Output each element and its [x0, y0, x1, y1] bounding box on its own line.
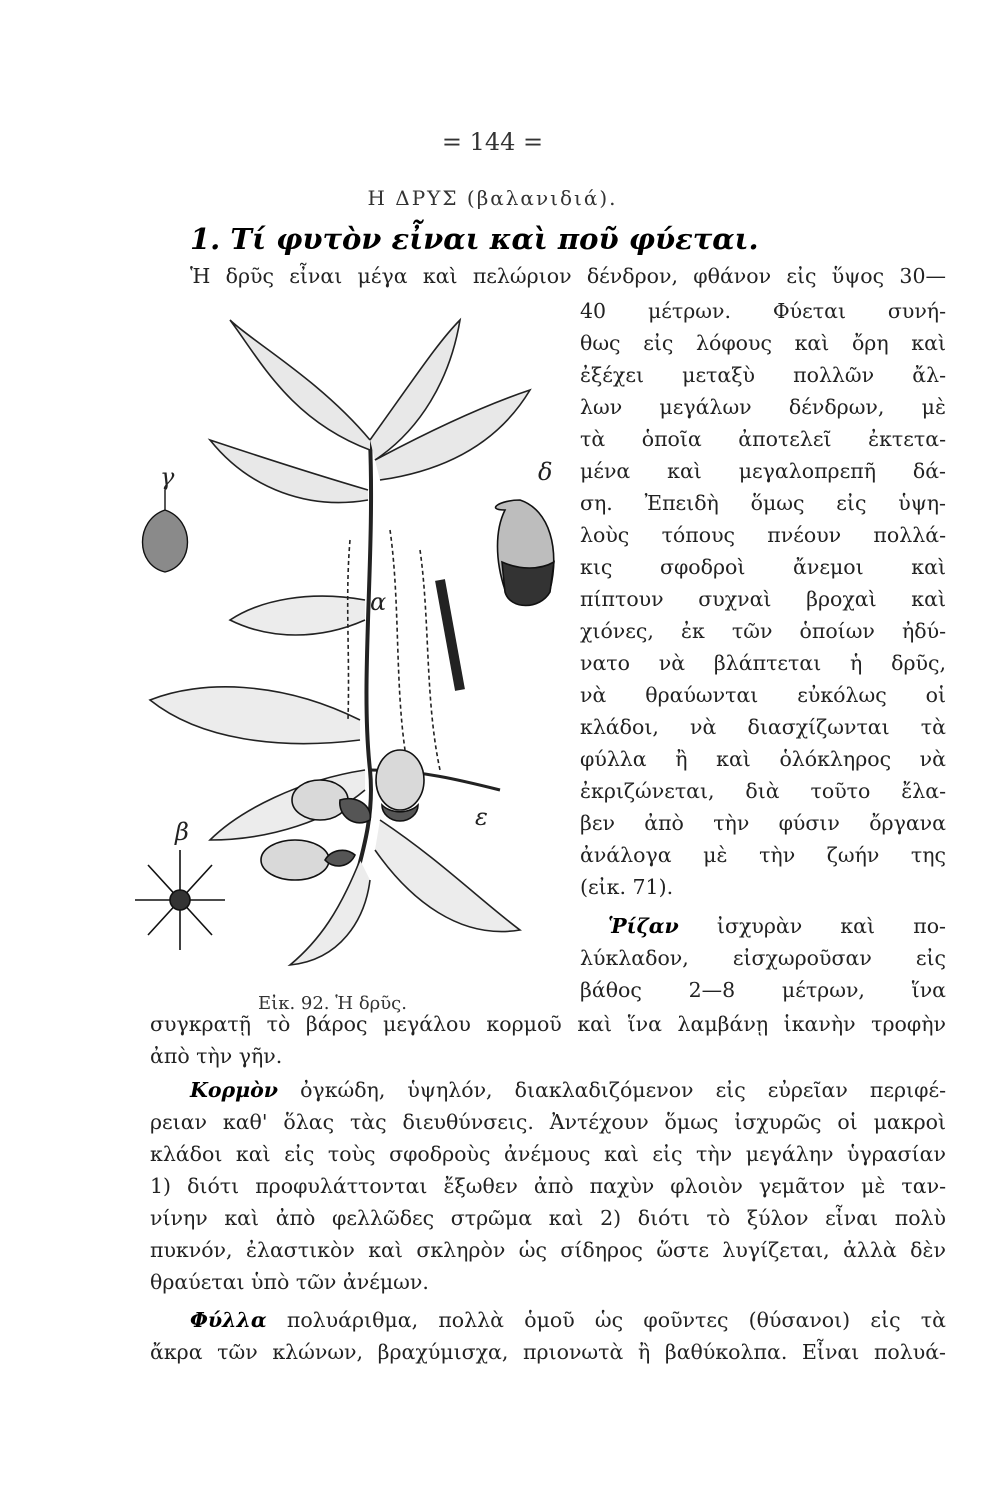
text-line: μένα καὶ μεγαλοπρεπῆ δά- — [580, 459, 946, 483]
text-line: νατο νὰ βλάπτεται ἡ δρῦς, — [580, 651, 946, 675]
text-line: βάθος 2—8 μέτρων, ἵνα — [580, 978, 946, 1002]
text-line: ἀπὸ τὴν γῆν. — [150, 1044, 283, 1068]
text-line: συγκρατῇ τὸ βάρος μεγάλου κορμοῦ καὶ ἵνα λαμβάνῃ ἱκανὴν τροφὴν — [150, 1012, 946, 1036]
text-line: ση. Ἐπειδὴ ὅμως εἰς ὑψη- — [580, 491, 946, 515]
text-line-kormos — [190, 1076, 946, 1104]
text-line: πίπτουν συχναὶ βροχαὶ καὶ — [580, 587, 946, 611]
text-line: 1) διότι προφυλάττονται ἔξωθεν ἀπὸ παχὺν φλοιὸν γεμᾶτον μὲ ταν- — [150, 1174, 946, 1198]
keyword-kormos: Κορμὸν — [190, 1078, 279, 1102]
figure-label-delta: δ — [538, 458, 553, 486]
text-line: λων μεγάλων δένδρων, μὲ — [580, 395, 946, 419]
text-line: Ἡ δρῦς εἶναι μέγα καὶ πελώριον δένδρον, φθάνον εἰς ὕψος 30— — [190, 264, 946, 288]
section-heading: 1. Τί φυτὸν εἶναι καὶ ποῦ φύεται. — [190, 222, 759, 256]
text-line: 40 μέτρων. Φύεται συνή- — [580, 299, 946, 323]
text-line: θραύεται ὑπὸ τῶν ἀνέμων. — [150, 1270, 429, 1294]
text-line: κλάδοι, νὰ διασχίζωνται τὰ — [580, 715, 946, 739]
oak-illustration — [120, 300, 560, 980]
text-line: τὰ ὁποῖα ἀποτελεῖ ἐκτετα- — [580, 427, 946, 451]
text-line: φύλλα ἢ καὶ ὁλόκληρος νὰ — [580, 747, 946, 771]
page-number: = 144 = — [441, 128, 544, 156]
text-line: κις σφοδροὶ ἄνεμοι καὶ — [580, 555, 946, 579]
text-line: νὰ θραύωνται εὐκόλως οἱ — [580, 683, 946, 707]
figure-caption: Εἰκ. 92. Ἡ δρῦς. — [258, 993, 407, 1014]
keyword-riza: Ῥίζαν — [608, 914, 679, 938]
text-line: νίνην καὶ ἀπὸ φελλῶδες στρῶμα καὶ 2) διότι τὸ ξύλον εἶναι πολὺ — [150, 1206, 946, 1230]
section-subtitle: Η ΔΡΥΣ (βαλανιδιά). — [367, 186, 618, 210]
text-line: ρειαν καθ' ὅλας τὰς διευθύνσεις. Ἀντέχουν ὅμως ἰσχυρῶς οἱ μακροὶ — [150, 1110, 946, 1134]
keyword-fylla: Φύλλα — [190, 1308, 267, 1332]
figure-label-gamma: γ — [160, 463, 175, 491]
text-line: κλάδοι καὶ εἰς τοὺς σφοδροὺς ἀνέμους καὶ εἰς τὴν μεγάλην ὑγρασίαν — [150, 1142, 946, 1166]
text-line: λύκλαδον, εἰσχωροῦσαν εἰς — [580, 946, 946, 970]
kormos-line-1: ὀγκώδη, ὑψηλόν, διακλαδιζόμενον εἰς εὐρεῖαν περιφέ- — [300, 1078, 946, 1102]
text-line: πυκνόν, ἐλαστικὸν καὶ σκληρὸν ὡς σίδηρος ὥστε λυγίζεται, ἀλλὰ δὲν — [150, 1238, 946, 1262]
text-line: λοὺς τόπους πνέουν πολλά- — [580, 523, 946, 547]
text-line-fylla — [190, 1306, 946, 1334]
text-line: ἐξέχει μεταξὺ πολλῶν ἄλ- — [580, 363, 946, 387]
figure-label-beta: β — [175, 818, 189, 846]
text-line: βεν ἀπὸ τὴν φύσιν ὄργανα — [580, 811, 946, 835]
figure-label-alpha: α — [370, 588, 387, 616]
text-line: (εἰκ. 71). — [580, 875, 674, 899]
text-line: ἄκρα τῶν κλώνων, βραχύμισχα, πριονωτὰ ἢ βαθύκολπα. Εἶναι πολυά- — [150, 1340, 946, 1364]
fylla-line-1: πολυάριθμα, πολλὰ ὁμοῦ ὡς φοῦντες (θύσανοι) εἰς τὰ — [286, 1308, 946, 1332]
text-line: ἐκριζώνεται, διὰ τοῦτο ἔλα- — [580, 779, 946, 803]
text-line: θως εἰς λόφους καὶ ὄρη καὶ — [580, 331, 946, 355]
text-line: χιόνες, ἐκ τῶν ὁποίων ἠδύ- — [580, 619, 946, 643]
figure-label-epsilon: ε — [475, 803, 488, 831]
text-line: ἀνάλογα μὲ τὴν ζωήν της — [580, 843, 946, 867]
text-line-riza — [608, 912, 946, 940]
riza-line-1: ἰσχυρὰν καὶ πο- — [716, 914, 946, 938]
